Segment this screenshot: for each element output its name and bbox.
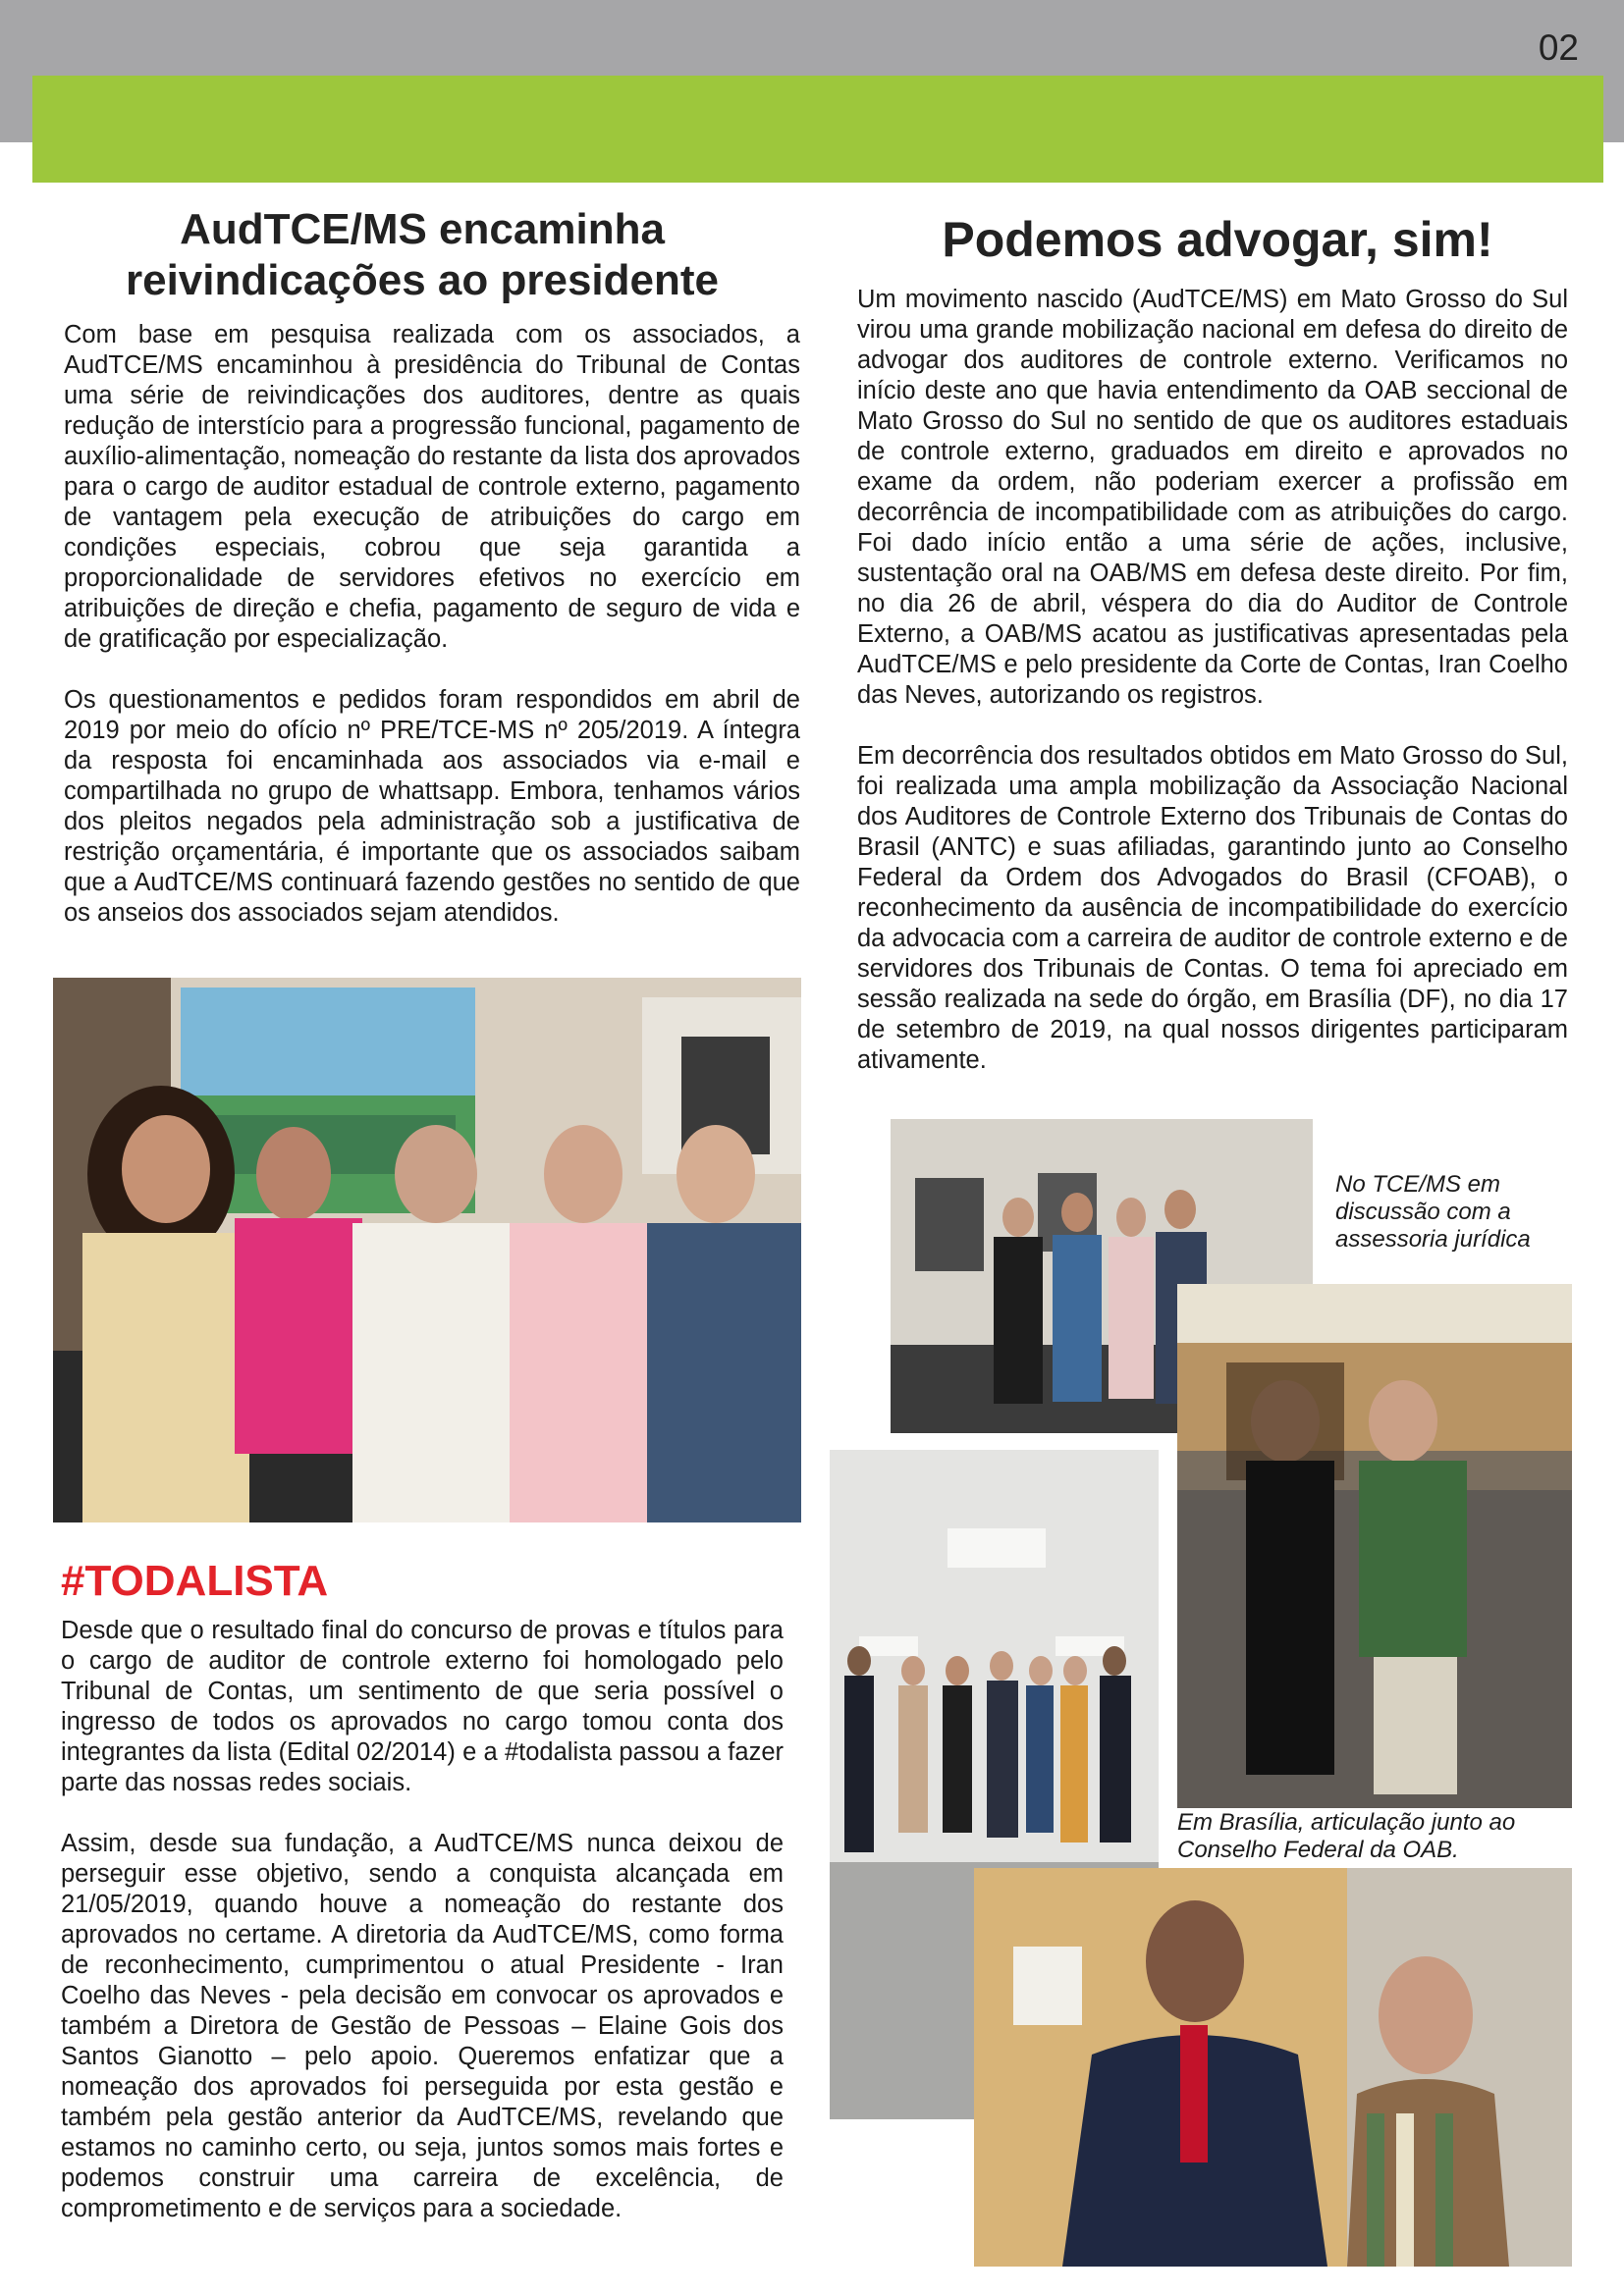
left-paragraph-2: Os questionamentos e pedidos foram respondidos em abril de 2019 por meio do ofício nº PRE/TCE-MS nº 205/2019. A íntegra da resposta foi encaminhada aos associados via e-mail e compartilhada no grupo de whattsapp. Embora, tenhamos vários dos pleitos negados pela administração sob a justificativa de restrição orçamentária, é importante que os associados saibam que a AudTCE/MS continuará fazendo gestões no sentido de que os anseios dos associados sejam atendidos. (64, 686, 800, 927)
man-and-woman-photo (974, 1868, 1572, 2267)
caption-tce-meeting: No TCE/MS em discussão com a assessoria jurídica (1335, 1171, 1531, 1253)
todalista-body (61, 1616, 784, 2255)
right-article-body (857, 285, 1568, 1106)
left-article-title (54, 204, 790, 306)
todalista-paragraph-2: Assim, desde sua fundação, a AudTCE/MS nunca deixou de perseguir esse objetivo, sendo a conquista alcançada em 21/05/2019, quando houve a nomeação do restante dos aprovados no certame. A diretoria da AudTCE/MS, como forma de reconhecimento, cumprimentou o atual Presidente - Iran Coelho das Neves - pela decisão em convocar os aprovados e também a Diretora de Gestão de Pessoas – Elaine Gois dos Santos Gianotto – pelo apoio. Queremos enfatizar que a nomeação dos aprovados foi perseguida por esta gestão e também pela gestão anterior da AudTCE/MS, revelando que estamos no caminho certo, ou seja, juntos somos mais fortes e podemos construir uma carreira de excelência, de comprometimento e de serviços para a sociedade. (61, 1830, 784, 2222)
right-article-title: Podemos advogar, sim! (942, 212, 1493, 267)
left-title-line1: AudTCE/MS encaminha (180, 205, 665, 253)
caption-brasilia: Em Brasília, articulação junto ao Conselho Federal da OAB. (1177, 1809, 1516, 1863)
left-article-body (64, 320, 800, 959)
left-paragraph-1: Com base em pesquisa realizada com os associados, a AudTCE/MS encaminhou à presidência do Tribunal de Contas uma série de reivindicações dos auditores, dentre as quais redução de interstício para a progressão funcional, pagamento de auxílio-alimentação, nomeação do restante da lista dos aprovados para o cargo de auditor estadual de controle externo, pagamento de vantagem pela execução de atribuições do cargo em condições especiais, cobrou que seja garantida a proporcionalidade de servidores efetivos no exercício em atribuições de direção e chefia, pagamento de seguro de vida e de gratificação por especialização. (64, 321, 800, 653)
todalista-paragraph-1: Desde que o resultado final do concurso de provas e títulos para o cargo de auditor de controle externo foi homologado pelo Tribunal de Contas, um sentimento de que seria possível o ingresso de todos os aprovados no cargo tomou conta dos integrantes da lista (Edital 02/2014) e a #todalista passou a fazer parte das nossas redes sociais. (61, 1617, 784, 1796)
oab-session-photo (1177, 1284, 1572, 1808)
todalista-title: #TODALISTA (61, 1557, 329, 1605)
left-title-line2: reivindicações ao presidente (125, 256, 720, 304)
header-green-band (32, 76, 1603, 183)
group-photo-tce (53, 978, 801, 1522)
right-paragraph-1: Um movimento nascido (AudTCE/MS) em Mato Grosso do Sul virou uma grande mobilização nacional em defesa do direito de advogar dos auditores de controle externo. Verificamos no início deste ano que havia entendimento da OAB seccional de Mato Grosso do Sul no sentido de que os auditores estaduais de controle externo, graduados em direito e aprovados no exame da ordem, não poderiam exercer a profissão em decorrência de incompatibilidade com as atribuições do cargo. Foi dado início então a uma série de ações, inclusive, sustentação oral na OAB/MS em defesa deste direito. Por fim, no dia 26 de abril, véspera do dia do Auditor de Controle Externo, a OAB/MS acatou as justificativas apresentadas pela AudTCE/MS e pelo presidente da Corte de Contas, Iran Coelho das Neves, autorizando os registros. (857, 286, 1568, 709)
right-paragraph-2: Em decorrência dos resultados obtidos em Mato Grosso do Sul, foi realizada uma ampla mobilização da Associação Nacional dos Auditores de Controle Externo dos Tribunais de Contas do Brasil (ANTC) e suas afiliadas, garantindo junto ao Conselho Federal da Ordem dos Advogados do Brasil (CFOAB), o reconhecimento da ausência de incompatibilidade do exercício da advocacia com a carreira de auditor de controle externo e de servidores dos Tribunais de Contas. O tema foi apreciado em sessão realizada na sede do órgão, em Brasília (DF), no dia 17 de setembro de 2019, na qual nossos dirigentes participaram ativamente. (857, 742, 1568, 1074)
page-number: 02 (1538, 27, 1579, 68)
